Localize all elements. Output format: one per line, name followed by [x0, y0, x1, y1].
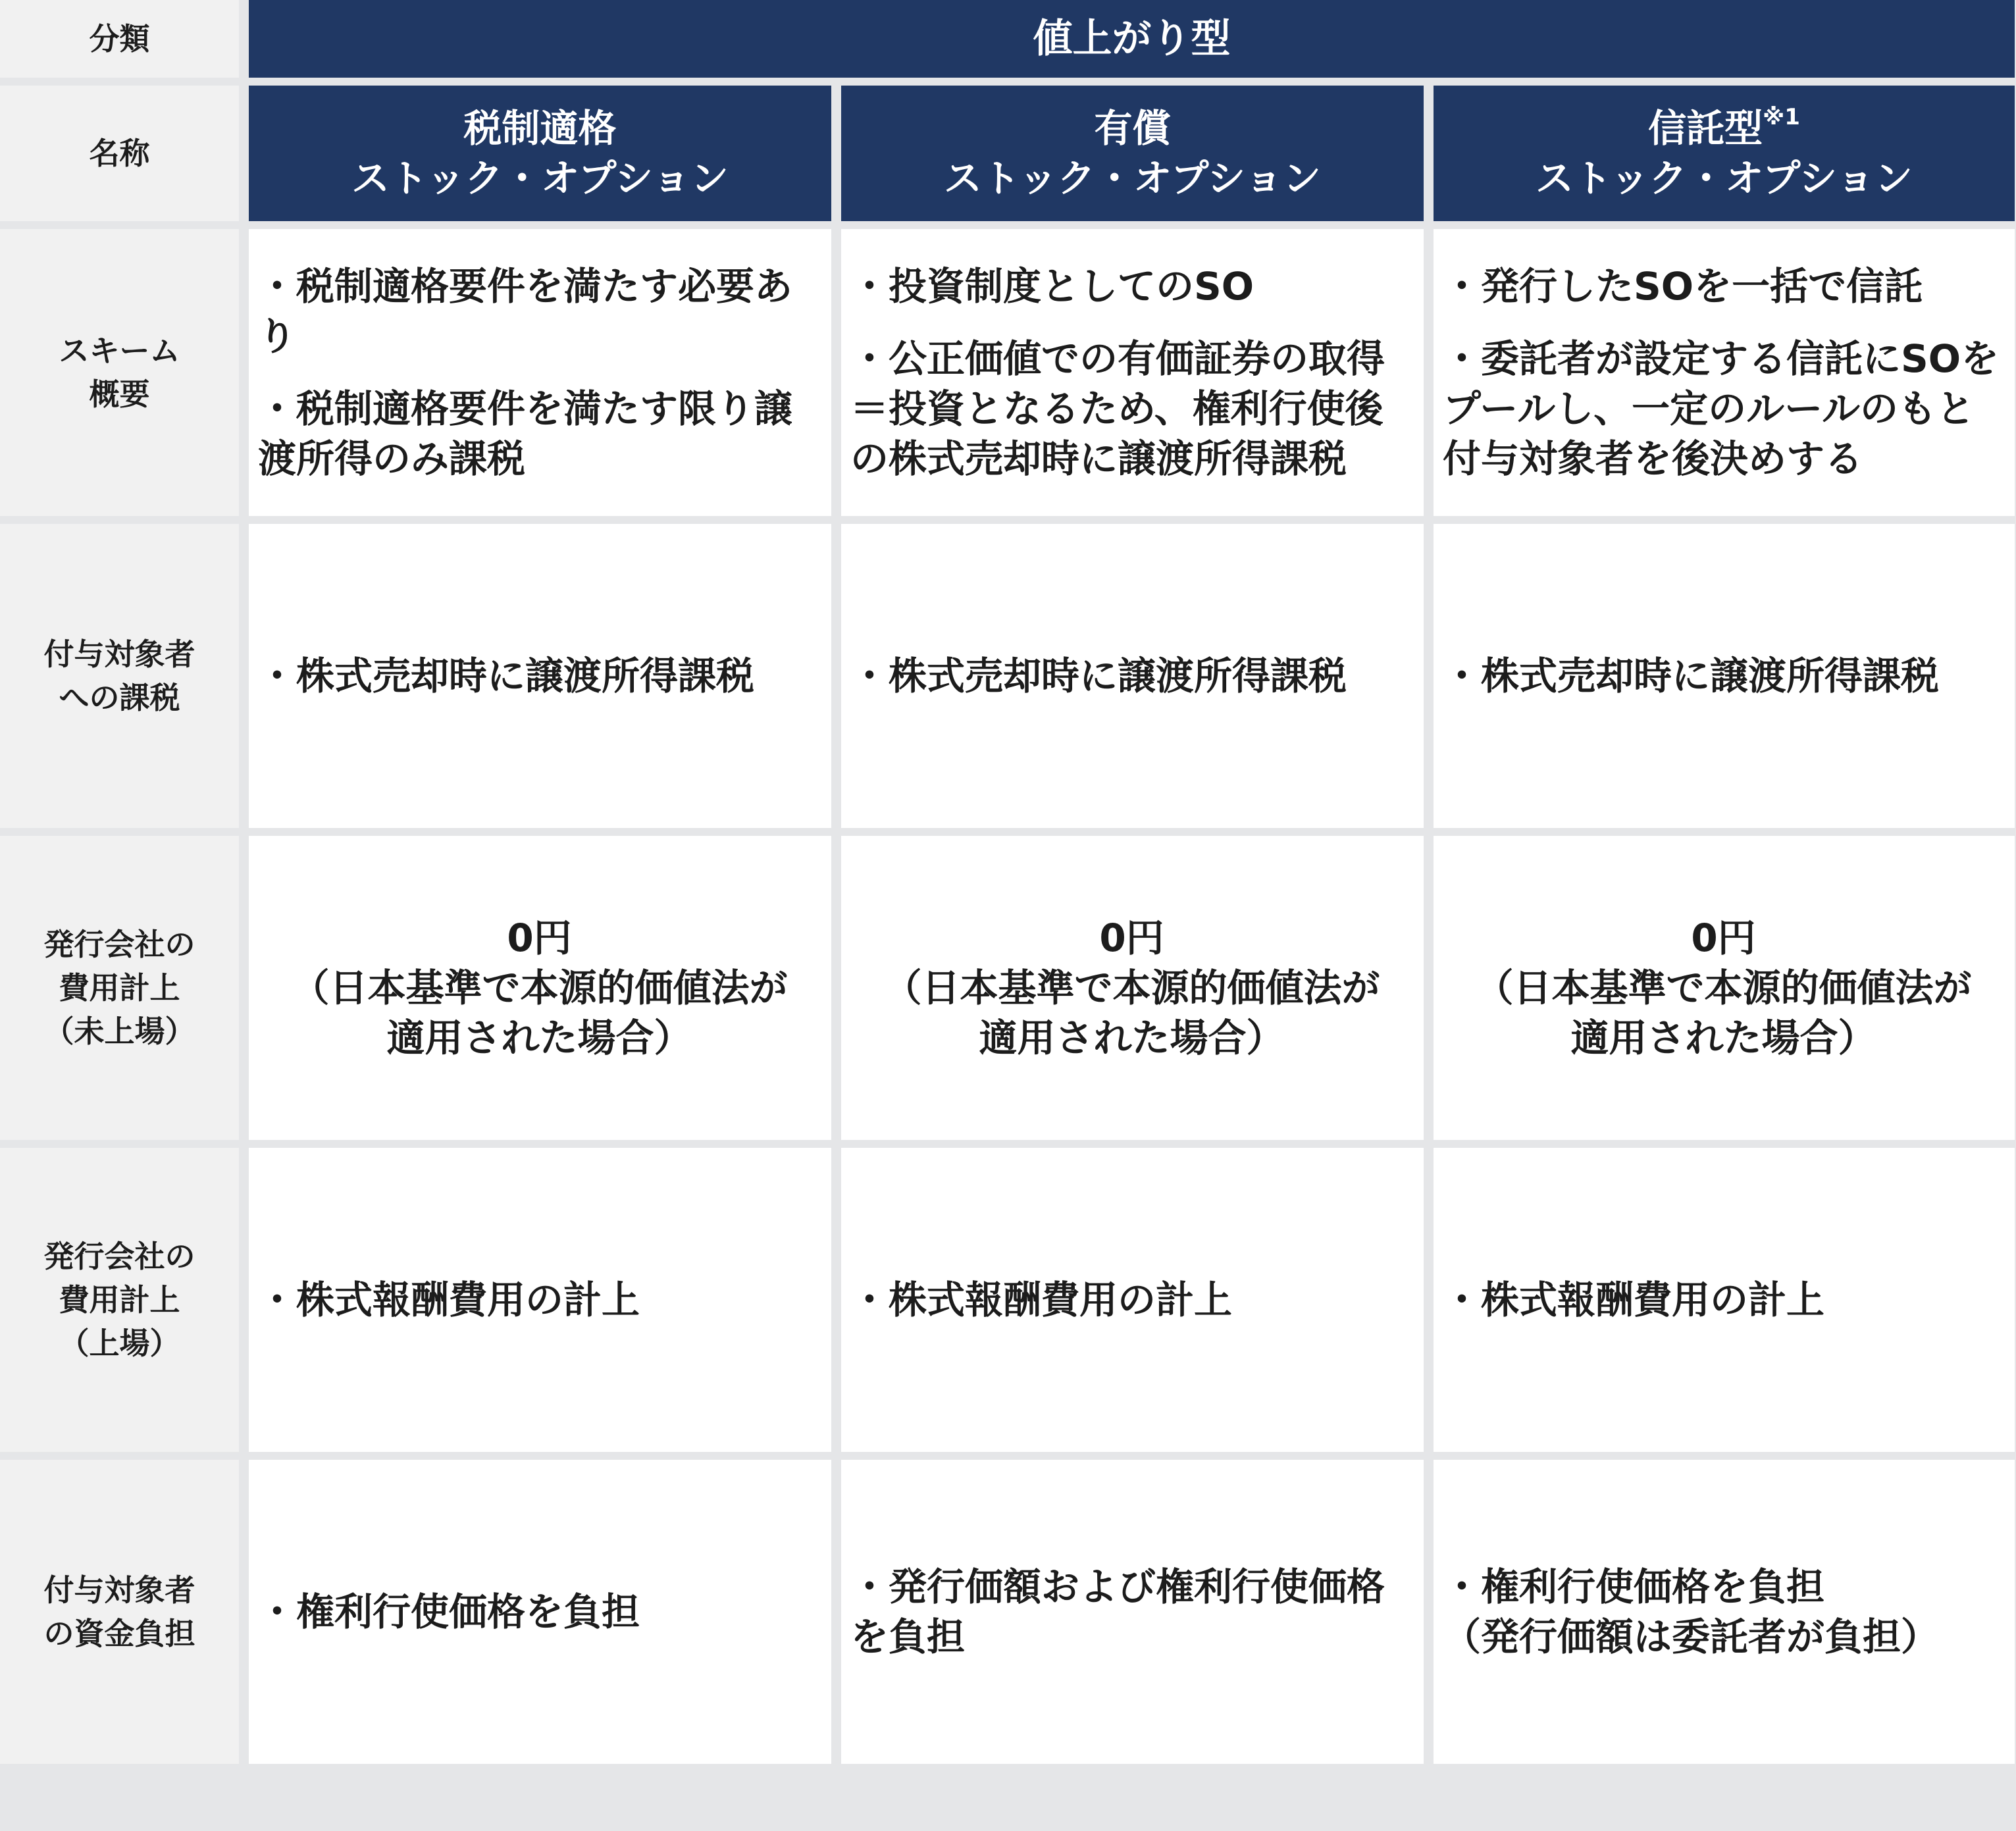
scheme-item: ・発行したSOを一括で信託 — [1443, 264, 1923, 309]
category-header-text: 値上がり型 — [1033, 16, 1231, 62]
cost-unlisted-block — [258, 913, 821, 1063]
label-grantee-funds — [0, 1460, 239, 1764]
grantee-funds-text: ・権利行使価格を負担 — [258, 1589, 640, 1634]
scheme-cell-paid — [841, 229, 1424, 516]
label-category — [0, 0, 239, 78]
label-scheme-line2: 概要 — [89, 376, 150, 412]
column-header-paid — [841, 86, 1424, 221]
label-cost-unlisted-line1: 発行会社の — [43, 927, 195, 962]
cost-note-line2: 適用された場合） — [1570, 1016, 1876, 1060]
cost-unlisted-cell-paid — [841, 836, 1424, 1140]
label-grantee-funds-line1: 付与対象者 — [43, 1572, 195, 1608]
label-category-text: 分類 — [89, 21, 150, 57]
cost-unlisted-cell-trust — [1434, 836, 2015, 1140]
column-header-line1-wrap — [1648, 103, 1800, 153]
cost-unlisted-cell-qualified — [249, 836, 831, 1140]
scheme-item: ・委託者が設定する信託にSOをプールし、一定のルールのもと付与対象者を後決めする — [1443, 336, 2000, 481]
label-scheme — [0, 229, 239, 516]
column-header-line1: 有償 — [1094, 106, 1171, 151]
grantee-tax-text: ・株式売却時に譲渡所得課税 — [850, 654, 1347, 698]
label-cost-unlisted-line2: 費用計上 — [59, 970, 180, 1006]
label-cost-listed-line2: 費用計上 — [59, 1282, 180, 1318]
cost-note-line2: 適用された場合） — [386, 1016, 692, 1060]
cost-note-line1: （日本基準で本源的価値法が — [1475, 966, 1972, 1010]
label-cost-unlisted — [0, 836, 239, 1140]
cost-listed-text: ・株式報酬費用の計上 — [258, 1277, 640, 1322]
cost-unlisted-block — [1443, 913, 2004, 1063]
label-grantee-funds-line2: の資金負担 — [43, 1616, 195, 1651]
scheme-item: ・投資制度としてのSO — [850, 264, 1254, 309]
label-name-text: 名称 — [89, 136, 150, 171]
scheme-cell-trust — [1434, 229, 2015, 516]
cost-amount: 0円 — [507, 916, 572, 960]
cost-note-line2: 適用された場合） — [979, 1016, 1285, 1060]
cost-listed-text: ・株式報酬費用の計上 — [850, 1277, 1233, 1322]
cost-listed-cell-paid — [841, 1148, 1424, 1452]
scheme-item: ・公正価値での有価証券の取得＝投資となるため、権利行使後の株式売却時に譲渡所得課税 — [850, 336, 1385, 481]
cost-unlisted-block — [850, 913, 1413, 1063]
cost-amount: 0円 — [1691, 916, 1756, 960]
grantee-tax-text: ・株式売却時に譲渡所得課税 — [1443, 654, 1940, 698]
footnote-marker: ※1 — [1763, 104, 1800, 130]
cost-listed-cell-qualified — [249, 1148, 831, 1452]
column-header-line2: ストック・オプション — [943, 156, 1322, 201]
cost-note-line1: （日本基準で本源的価値法が — [291, 966, 788, 1010]
column-header-trust — [1434, 86, 2015, 221]
scheme-cell-qualified — [249, 229, 831, 516]
grantee-tax-cell-qualified — [249, 524, 831, 828]
category-header — [249, 0, 2015, 78]
label-cost-unlisted-line3: （未上場） — [43, 1014, 195, 1049]
column-header-line1: 信託型 — [1648, 106, 1763, 151]
label-cost-listed-line3: （上場） — [59, 1326, 180, 1361]
scheme-item: ・税制適格要件を満たす必要あり — [258, 264, 793, 359]
column-header-line1: 税制適格 — [463, 106, 617, 151]
grantee-tax-text: ・株式売却時に譲渡所得課税 — [258, 654, 755, 698]
label-grantee-tax-line2: への課税 — [59, 680, 180, 715]
grantee-tax-cell-paid — [841, 524, 1424, 828]
label-cost-listed-line1: 発行会社の — [43, 1239, 195, 1274]
label-cost-listed — [0, 1148, 239, 1452]
column-header-line2: ストック・オプション — [351, 156, 729, 201]
cost-listed-cell-trust — [1434, 1148, 2015, 1452]
grantee-funds-cell-paid — [841, 1460, 1424, 1764]
label-scheme-line1: スキーム — [59, 333, 180, 369]
column-header-qualified — [249, 86, 831, 221]
column-header-line2: ストック・オプション — [1535, 156, 1913, 201]
grantee-funds-text: ・発行価額および権利行使価格を負担 — [850, 1564, 1385, 1659]
grantee-funds-subtext: （発行価額は委託者が負担） — [1443, 1614, 1940, 1659]
label-name — [0, 86, 239, 221]
grantee-funds-cell-trust — [1434, 1460, 2015, 1764]
label-grantee-tax-line1: 付与対象者 — [43, 636, 195, 672]
cost-amount: 0円 — [1099, 916, 1164, 960]
grantee-tax-cell-trust — [1434, 524, 2015, 828]
cost-note-line1: （日本基準で本源的価値法が — [883, 966, 1380, 1010]
grantee-funds-text: ・権利行使価格を負担 — [1443, 1564, 1825, 1609]
cost-listed-text: ・株式報酬費用の計上 — [1443, 1277, 1825, 1322]
scheme-item: ・税制適格要件を満たす限り譲渡所得のみ課税 — [258, 386, 793, 481]
grantee-funds-cell-qualified — [249, 1460, 831, 1764]
label-grantee-tax — [0, 524, 239, 828]
